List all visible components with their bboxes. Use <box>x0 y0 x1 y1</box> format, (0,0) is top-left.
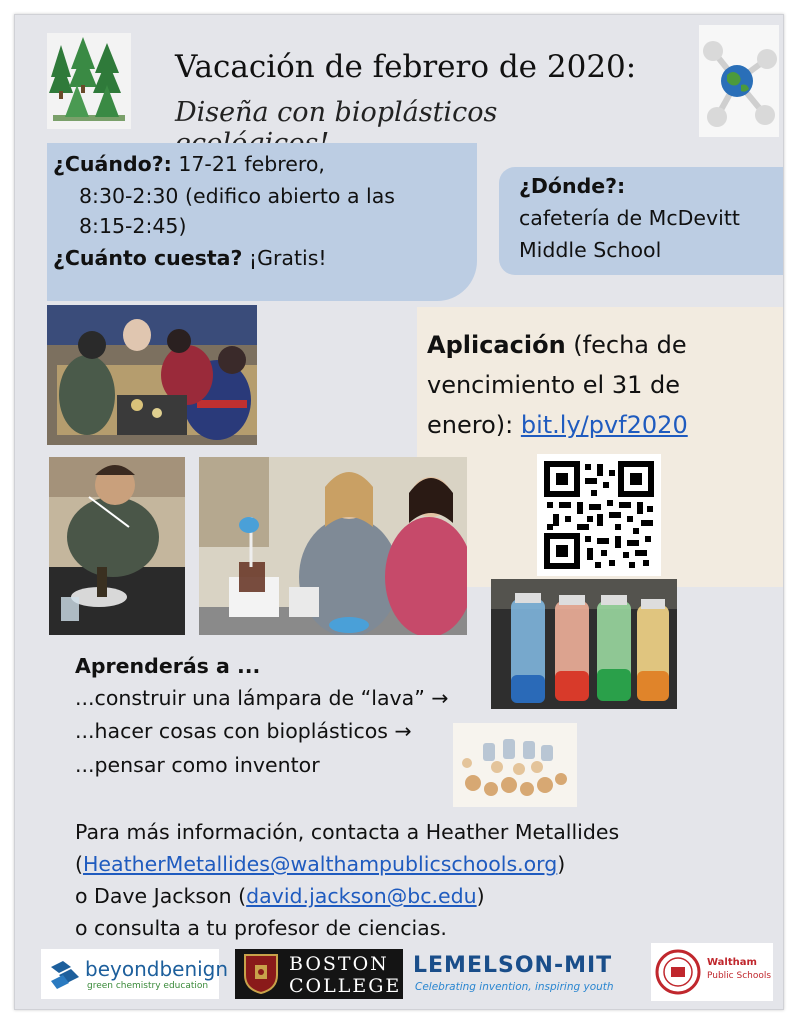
learn-item-1: ...construir una lámpara de “lava” → <box>75 686 449 710</box>
contact-email1-open: ( <box>75 852 83 876</box>
contact-email-heather[interactable]: HeatherMetallides@walthampublicschools.org <box>83 852 558 876</box>
waltham-line1: Waltham <box>707 957 757 968</box>
when-dates: 17-21 febrero, <box>178 152 325 176</box>
learn-item-3: ...pensar como inventor <box>75 753 320 777</box>
beyondbenign-name: beyondbenign <box>85 957 229 981</box>
cost-value: ¡Gratis! <box>248 246 327 270</box>
where-label: ¿Dónde?: <box>519 174 626 198</box>
flyer-page <box>14 14 784 1010</box>
bc-line1: BOSTON <box>289 953 389 975</box>
when-hours-line1: 8:30-2:30 (edifico abierto a las <box>79 184 395 208</box>
learn-heading: Aprenderás a ... <box>75 654 261 678</box>
beyondbenign-mark-icon <box>47 957 81 993</box>
application-line3-prefix: enero): <box>427 411 514 439</box>
photo-students-lab-bench <box>199 457 467 635</box>
lemelson-mit-logo <box>413 949 639 999</box>
photo-student-pipette <box>49 457 185 635</box>
contact-line3-suffix: ) <box>476 884 485 908</box>
molecule-globe-icon <box>699 25 779 137</box>
contact-line1: Para más información, contacta a Heather Metallides <box>75 820 620 844</box>
waltham-seal-icon <box>655 949 701 995</box>
beyondbenign-tag: green chemistry education <box>87 981 209 991</box>
lemelson-tag: Celebrating invention, inspiring youth <box>415 981 614 993</box>
photo-students-table <box>47 305 257 445</box>
when-hours-line2: 8:15-2:45) <box>79 214 187 238</box>
application-link[interactable]: bit.ly/pvf2020 <box>520 411 688 439</box>
trees-icon <box>47 33 131 129</box>
cost-label: ¿Cuánto cuesta? <box>53 246 243 270</box>
photo-bioplastic-items <box>453 723 577 807</box>
contact-line3-prefix: o Dave Jackson ( <box>75 884 247 908</box>
application-label: Aplicación <box>427 331 566 359</box>
contact-email-dave[interactable]: david.jackson@bc.edu <box>246 884 477 908</box>
when-section <box>47 143 477 301</box>
where-line1: cafetería de McDevitt <box>519 206 740 230</box>
photo-lava-lamps <box>491 579 677 709</box>
qr-code[interactable] <box>537 454 661 576</box>
waltham-line2: Public Schools <box>707 971 772 981</box>
bc-seal-icon <box>241 953 281 995</box>
lemelson-name: LEMELSON-MIT <box>413 953 613 978</box>
where-section <box>499 167 784 275</box>
waltham-public-schools-logo <box>651 943 773 1001</box>
where-line2: Middle School <box>519 238 662 262</box>
boston-college-logo <box>235 949 403 999</box>
beyondbenign-logo <box>41 949 229 999</box>
page-subtitle: Diseña con bioplásticos <box>175 97 498 128</box>
bc-line2: COLLEGE <box>289 975 402 997</box>
learn-item-2: ...hacer cosas con bioplásticos → <box>75 719 412 743</box>
when-label: ¿Cuándo?: <box>53 152 172 176</box>
contact-email1-close: ) <box>557 852 566 876</box>
page-title: Vacación de febrero de 2020: <box>175 49 637 85</box>
application-line1: (fecha de <box>573 331 687 359</box>
application-line2: vencimiento el 31 de <box>427 371 681 399</box>
contact-line4: o consulta a tu profesor de ciencias. <box>75 916 447 940</box>
